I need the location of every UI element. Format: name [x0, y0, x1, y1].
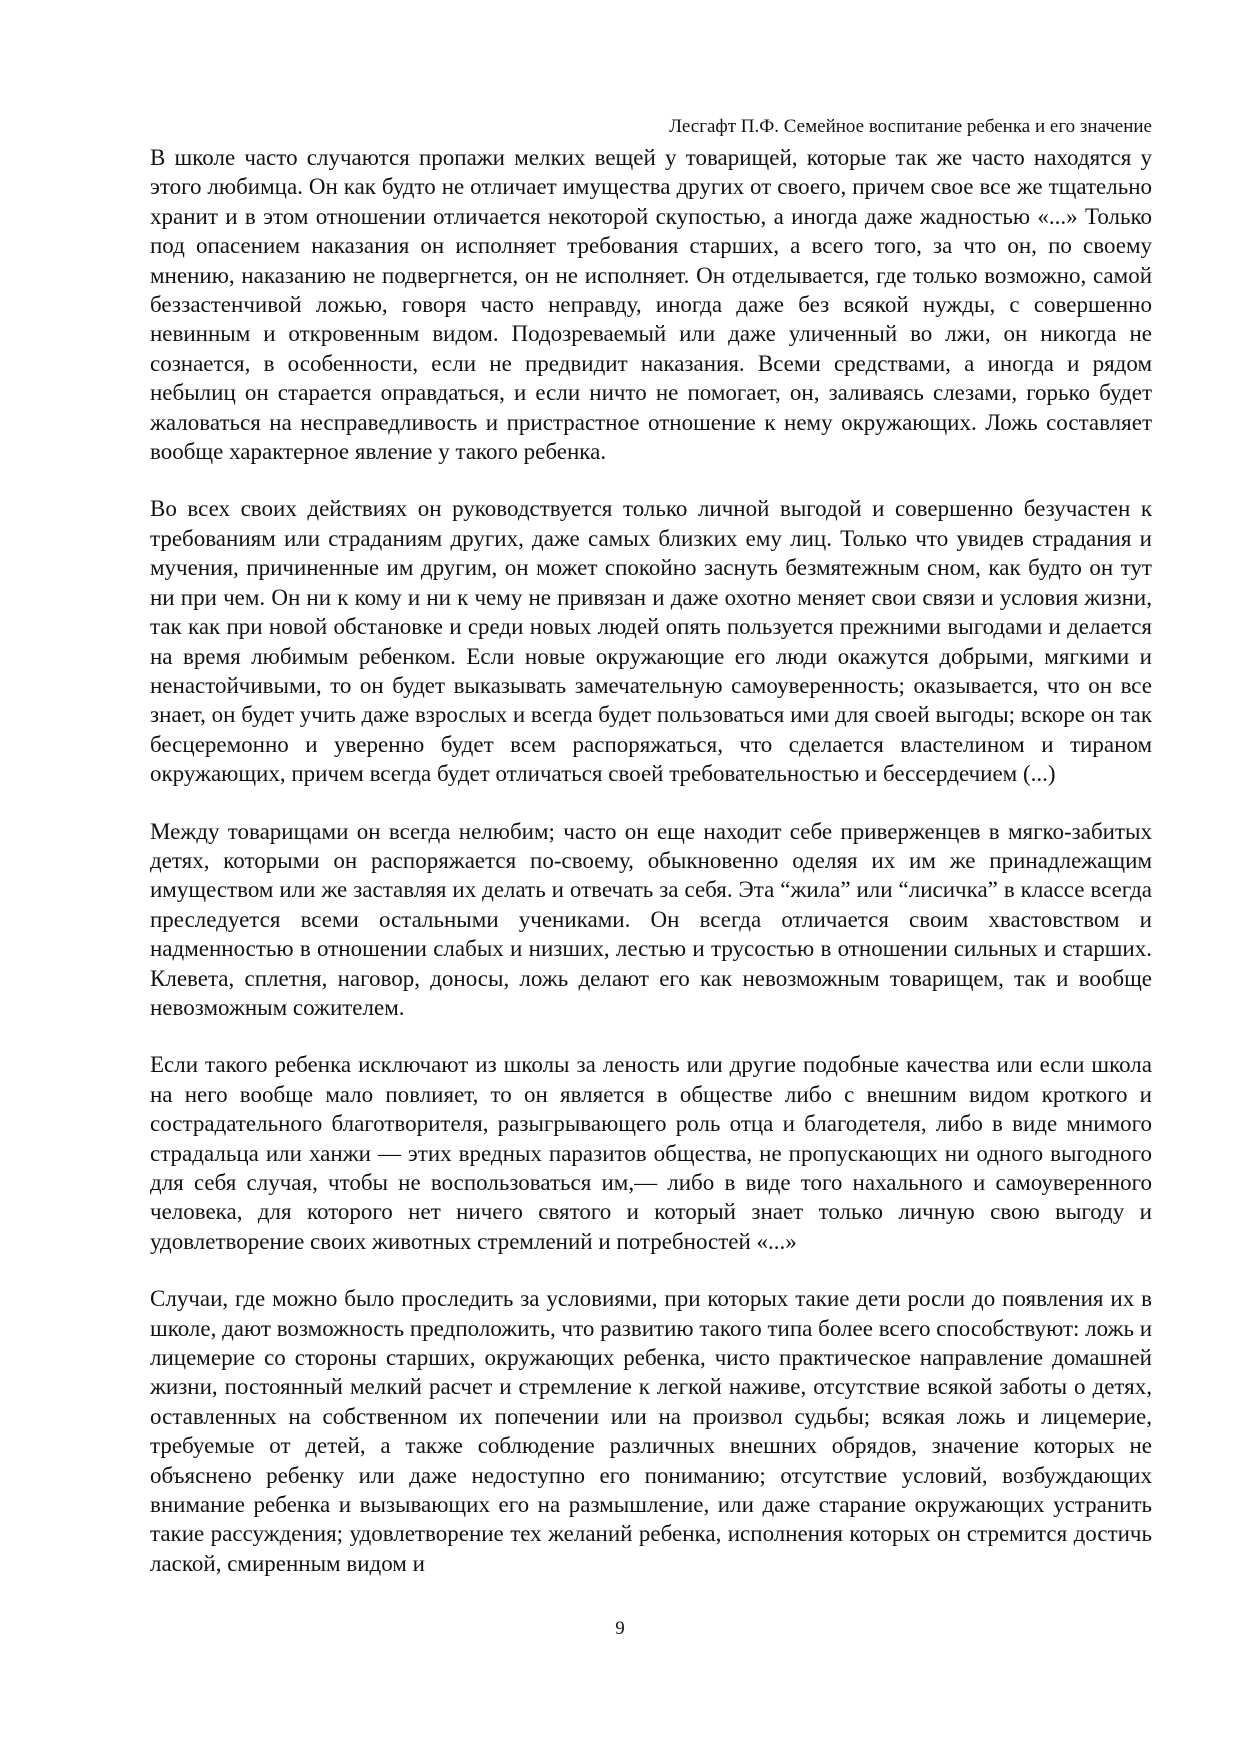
paragraph-3: Между товарищами он всегда нелюбим; часто он еще находит себе приверженцев в мягко-забитых детях, которыми он распоряжается по-своему, обыкновенно оделяя их им же принадлежащим имуществом или же заставляя их делать и отвечать за себя. Эта “жила” или “лисичка” в классе всегда преследуется всеми остальными учениками. Он всегда отличается своим хвастовством и надменностью в отношении слабых и низших, лестью и трусостью в отношении сильных и старших. Клевета, сплетня, наговор, доносы, ложь делают его как невозможным товарищем, так и вообще невозможным сожителем.	[150, 818, 1152, 1020]
page-number: 9	[615, 1618, 625, 1639]
paragraph-2: Во всех своих действиях он руководствуется только личной выгодой и совершенно безучастен к требованиям или страданиям других, даже самых близких ему лиц. Только что увидев страдания и мучения, причиненные им другим, он может спокойно заснуть безмятежным сном, как будто он тут ни при чем. Он ни к кому и ни к чему не привязан и даже охотно меняет свои связи и условия жизни, так как при новой обстановке и среди новых людей опять пользуется прежними выгодами и делается на время любимым ребенком. Если новые окружающие его люди окажутся добрыми, мягкими и ненастойчивыми, то он будет выказывать замечательную самоуверенность; оказывается, что он все знает, он будет учить даже взрослых и всегда будет пользоваться ими для своей выгоды; вскоре он так бесцеремонно и уверенно будет всем распоряжаться, что сделается властелином и тираном окружающих, причем всегда будет отличаться своей требовательностью и бессердечием (...)	[150, 496, 1152, 787]
paragraph-1: В школе часто случаются пропажи мелких вещей у товарищей, которые так же часто находятся у этого любимца. Он как будто не отличает имущества других от своего, причем свое все же тщательно хранит и в этом отношении отличается некоторой скупостью, а иногда даже жадностью «...» Только под опасением наказания он исполняет требования старших, а всего того, за что он, по своему мнению, наказанию не подвергнется, он не исполняет. Он отделывается, где только возможно, самой беззастенчивой ложью, говоря часто неправду, иногда даже без всякой нужды, с совершенно невинным и откровенным видом. Подозреваемый или даже уличенный во лжи, он никогда не сознается, в особенности, если не предвидит наказания. Всеми средствами, а иногда и рядом небылиц он старается оправдаться, и если ничто не помогает, он, заливаясь слезами, горько будет жаловаться на несправедливость и пристрастное отношение к нему окружающих. Ложь составляет вообще характерное явление у такого ребенка.	[150, 145, 1152, 465]
page-body	[150, 143, 1152, 1606]
paragraph-4: Если такого ребенка исключают из школы за леность или другие подобные качества или если школа на него вообще мало повлияет, то он является в обществе либо с внешним видом кроткого и сострадательного благотворителя, разыгрывающего роль отца и благодетеля, либо в виде мнимого страдальца или ханжи — этих вредных паразитов общества, не пропускающих ни одного выгодного для себя случая, чтобы не воспользоваться им,— либо в виде того нахального и самоуверенного человека, для которого нет ничего святого и который знает только личную свою выгоду и удовлетворение своих животных стремлений и потребностей «...»	[150, 1052, 1152, 1254]
running-header: Лесгафт П.Ф. Семейное воспитание ребенка и его значение	[669, 116, 1152, 137]
paragraph-5: Случаи, где можно было проследить за условиями, при которых такие дети росли до появления их в школе, дают возможность предположить, что развитию такого типа более всего способствуют: ложь и лицемерие со стороны старших, окружающих ребенка, чисто практическое направление домашней жизни, постоянный мелкий расчет и стремление к легкой наживе, отсутствие всякой заботы о детях, оставленных на собственном их попечении или на произвол судьбы; всякая ложь и лицемерие, требуемые от детей, а также соблюдение различных внешних обрядов, значение которых не объяснено ребенку или даже недоступно его пониманию; отсутствие условий, возбуждающих внимание ребенка и вызывающих его на размышление, или даже старание окружающих устранить такие рассуждения; удовлетворение тех желаний ребенка, исполнения которых он стремится достичь лаской, смиренным видом и	[150, 1286, 1152, 1576]
